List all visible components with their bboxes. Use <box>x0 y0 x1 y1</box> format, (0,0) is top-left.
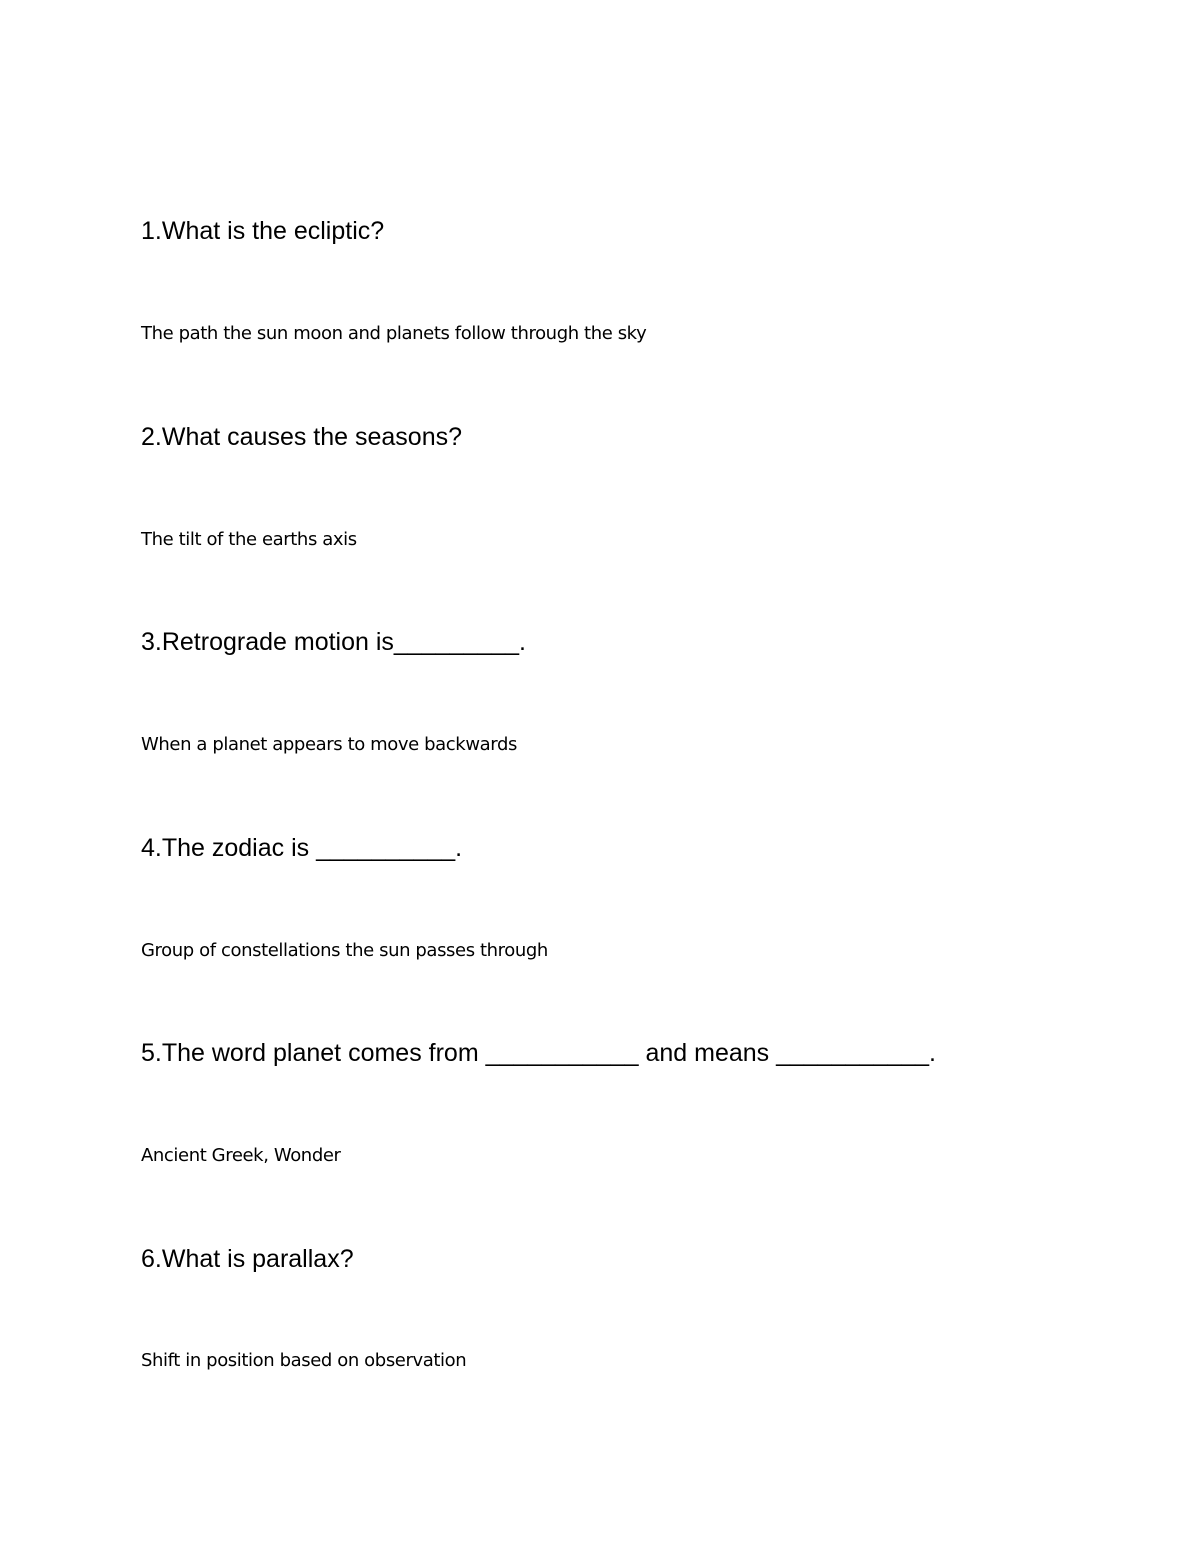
question-2: 2.What causes the seasons? <box>141 423 463 451</box>
question-6: 6.What is parallax? <box>141 1245 354 1273</box>
answer-6: Shift in position based on observation <box>141 1350 467 1371</box>
answer-3: When a planet appears to move backwards <box>141 734 517 755</box>
answer-5: Ancient Greek, Wonder <box>141 1145 341 1166</box>
question-4: 4.The zodiac is __________. <box>141 834 463 862</box>
question-1: 1.What is the ecliptic? <box>141 217 385 245</box>
answer-4: Group of constellations the sun passes through <box>141 940 548 961</box>
answer-2: The tilt of the earths axis <box>141 529 357 550</box>
question-5: 5.The word planet comes from ___________ and means ___________. <box>141 1039 937 1067</box>
answer-1: The path the sun moon and planets follow through the sky <box>141 323 647 344</box>
question-3: 3.Retrograde motion is_________. <box>141 628 526 656</box>
